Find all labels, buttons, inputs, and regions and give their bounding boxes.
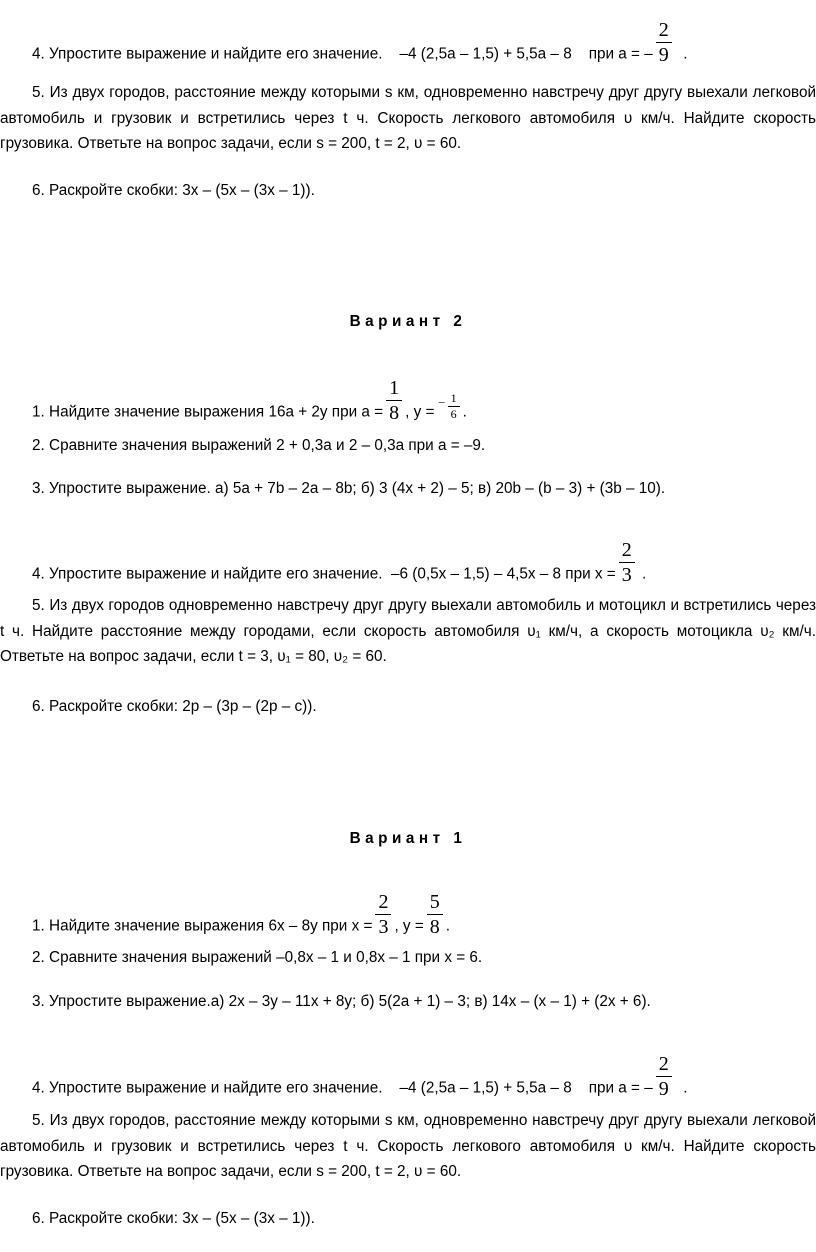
task-4-top-expression: –4 (2,5a – 1,5) + 5,5a – 8 <box>399 45 572 63</box>
fraction-5-8: $\frac{5}{8}$ <box>427 890 443 939</box>
v2-task-5: 5. Из двух городов одновременно навстречу друг другу выехали автомобиль и мотоцикл и встретились через t ч. Найдите расстояние между городами, если скорость автомобиля υ₁ км/ч, а скорость мотоцикла υ₂ км/ч. Ответьте на вопрос задачи, если t = 3, υ₁ = 80, υ₂ = 60. <box>0 597 816 665</box>
v2-task-1: 1. Найдите значение выражения 16a + 2y при a = $\frac{1}{8}$ , y = – $\frac{1}{6}$ . <box>32 377 467 424</box>
fraction-2-9-bottom: $\frac{2}{9}$ <box>656 1052 672 1101</box>
v1-task-5: 5. Из двух городов, расстояние между которыми s км, одновременно навстречу друг другу выехали легковой автомобиль и грузовик и встретились через t ч. Скорость легкового автомобиля υ км/ч. Найдите скорость грузовика. Ответьте на вопрос задачи, если s = 200, t = 2, υ = 60. <box>0 1112 816 1180</box>
v2-task-4: 4. Упростите выражение и найдите его значение. –6 (0,5x – 1,5) – 4,5x – 8 при x = $\frac{2}{3}$ . <box>32 539 647 586</box>
variant-2-heading: Вариант 2 <box>349 313 467 330</box>
fraction-2-9: $\frac{2}{9}$ <box>656 18 672 67</box>
fraction-2-3-x: $\frac{2}{3}$ <box>375 890 391 939</box>
v1-task-1: 1. Найдите значение выражения 6x – 8y при x = $\frac{2}{3}$ , y = $\frac{5}{8}$ . <box>32 891 451 938</box>
task-6-top: 6. Раскройте скобки: 3x – (5x – (3x – 1)). <box>32 182 315 199</box>
v2-task-3: 3. Упростите выражение. а) 5a + 7b – 2a – 8b; б) 3 (4x + 2) – 5; в) 20b – (b – 3) + (3b – 10). <box>32 480 666 497</box>
task-5-top: 5. Из двух городов, расстояние между которыми s км, одновременно навстречу друг другу выехали легковой автомобиль и грузовик и встретились через t ч. Скорость легкового автомобиля υ км/ч. Найдите скорость грузовика. Ответьте на вопрос задачи, если s = 200, t = 2, υ = 60. <box>0 84 816 152</box>
variant-1-heading: Вариант 1 <box>349 830 467 847</box>
v1-task-2: 2. Сравните значения выражений –0,8x – 1 и 0,8x – 1 при x = 6. <box>32 949 483 966</box>
fraction-1-6: $\frac{1}{6}$ <box>448 391 460 422</box>
v1-task-4: 4. Упростите выражение и найдите его значение. –4 (2,5a – 1,5) + 5,5a – 8 при a = – $\frac{2}{9}$ . <box>32 1053 688 1100</box>
v1-task-3: 3. Упростите выражение.а) 2x – 3y – 11x + 8y; б) 5(2a + 1) – 3; в) 14x – (x – 1) + (2x + 6). <box>32 993 651 1010</box>
task-4-top: 4. Упростите выражение и найдите его значение. –4 (2,5a – 1,5) + 5,5a – 8 при a = – $\frac{2}{9}$ . <box>32 19 688 66</box>
v1-task-6: 6. Раскройте скобки: 3x – (5x – (3x – 1)). <box>32 1210 315 1227</box>
fraction-2-3: $\frac{2}{3}$ <box>619 538 635 587</box>
fraction-1-8: $\frac{1}{8}$ <box>386 376 402 425</box>
v2-task-6: 6. Раскройте скобки: 2p – (3p – (2p – c)). <box>32 698 317 715</box>
v2-task-2: 2. Сравните значения выражений 2 + 0,3a и 2 – 0,3a при a = –9. <box>32 437 486 454</box>
